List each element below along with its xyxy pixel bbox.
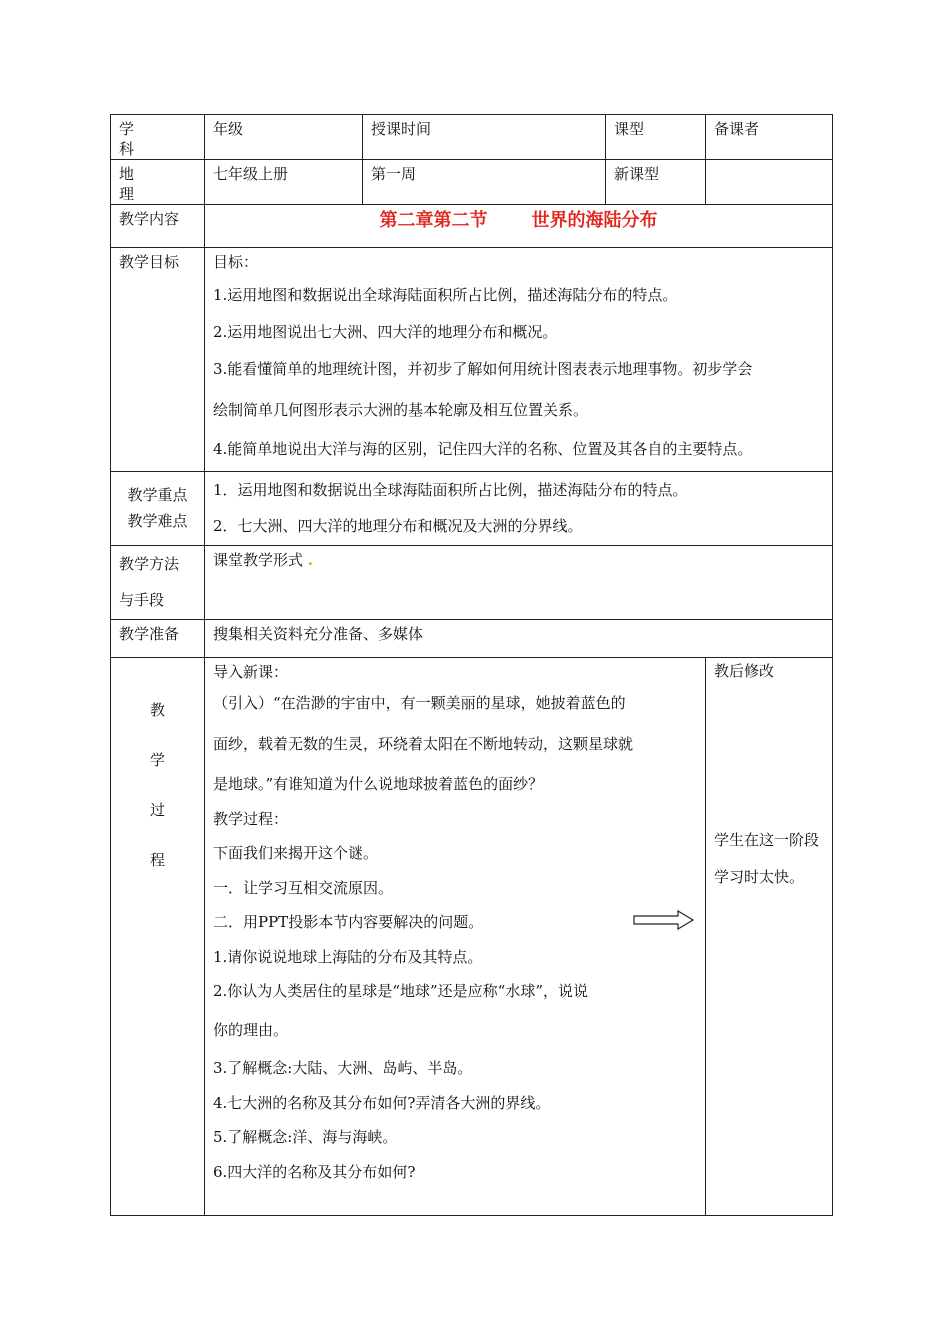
method-dot: . xyxy=(307,551,314,569)
objective-item-3-line1: 3.能看懂简单的地理统计图，并初步了解如何用统计图表表示地理事物。初步学会 xyxy=(213,360,753,378)
focus-item-2: 2．七大洲、四大洋的地理分布和概况及大洲的分界线。 xyxy=(213,517,583,535)
process-label-char-1: 教 xyxy=(149,701,165,719)
method-label-2: 与手段 xyxy=(119,591,165,609)
revision-label: 教后修改 xyxy=(714,662,775,680)
focus-label-key: 教学重点 xyxy=(127,486,188,504)
content-title xyxy=(213,205,824,231)
objectives-cell xyxy=(205,248,833,472)
focus-item-1: 1．运用地图和数据说出全球海陆面积所占比例，描述海陆分布的特点。 xyxy=(213,481,688,499)
revision-note-line1: 学生在这一阶段 xyxy=(714,831,820,849)
process-line-11: 你的理由。 xyxy=(213,1020,289,1039)
grade-value: 七年级上册 xyxy=(205,160,363,205)
prep-row xyxy=(111,620,833,658)
process-line-9: 1.请你说说地球上海陆的分布及其特点。 xyxy=(213,947,483,966)
method-label-cell xyxy=(111,546,205,620)
process-line-5: 教学过程： xyxy=(213,809,289,828)
process-line-6: 下面我们来揭开这个谜。 xyxy=(213,844,379,862)
content-title-cell xyxy=(205,205,833,248)
content-title-part1: 第二章第二节 xyxy=(379,210,488,231)
process-label-cell xyxy=(111,658,205,1216)
header-row xyxy=(111,115,833,160)
process-line-10: 2.你认为人类居住的星球是“地球”还是应称“水球”，说说 xyxy=(213,982,588,1000)
grade-label: 年级 xyxy=(205,115,363,160)
prep-label: 教学准备 xyxy=(111,620,205,658)
type-value: 新课型 xyxy=(606,160,706,205)
preparer-value xyxy=(706,160,833,205)
objectives-row xyxy=(111,248,833,472)
content-row xyxy=(111,205,833,248)
type-label: 课型 xyxy=(606,115,706,160)
process-line-12: 3.了解概念:大陆、大洲、岛屿、半岛。 xyxy=(213,1059,473,1077)
time-label: 授课时间 xyxy=(363,115,606,160)
header-values-row xyxy=(111,160,833,205)
subject-label-cell xyxy=(111,115,205,160)
right-arrow-icon xyxy=(633,910,695,930)
objective-item-1: 1.运用地图和数据说出全球海陆面积所占比例，描述海陆分布的特点。 xyxy=(213,286,678,304)
content-label: 教学内容 xyxy=(111,205,205,248)
subject-value-cell xyxy=(111,160,205,205)
method-row xyxy=(111,546,833,620)
process-line-4: 是地球。”有谁知道为什么说地球披着蓝色的面纱？ xyxy=(213,775,544,793)
method-label-1: 教学方法 xyxy=(119,555,180,573)
process-line-13: 4.七大洲的名称及其分布如何?弄清各大洲的界线。 xyxy=(213,1093,551,1112)
preparer-label: 备课者 xyxy=(706,115,833,160)
objectives-heading: 目标： xyxy=(213,253,259,271)
focus-cell xyxy=(205,472,833,546)
lesson-plan-table xyxy=(110,114,833,1216)
revision-note-line2: 学习时太快。 xyxy=(714,868,805,886)
subject-value: 地 理 xyxy=(119,165,163,203)
process-line-1: 导入新课： xyxy=(213,663,289,681)
prep-value: 搜集相关资料充分准备、多媒体 xyxy=(205,620,833,658)
focus-row xyxy=(111,472,833,546)
process-line-14: 5.了解概念:洋、海与海峡。 xyxy=(213,1128,398,1146)
revision-cell xyxy=(706,658,833,1216)
method-value: 课堂教学形式 xyxy=(213,551,304,569)
time-value: 第一周 xyxy=(363,160,606,205)
process-line-15: 6.四大洋的名称及其分布如何? xyxy=(213,1162,416,1181)
process-label-char-4: 程 xyxy=(149,851,165,869)
process-line-3: 面纱，载着无数的生灵，环绕着太阳在不断地转动，这颗星球就 xyxy=(213,734,634,753)
process-body-cell xyxy=(205,658,706,1216)
objectives-label: 教学目标 xyxy=(111,248,205,472)
process-label-char-2: 学 xyxy=(149,751,165,769)
method-cell xyxy=(205,546,833,620)
content-title-part2: 世界的海陆分布 xyxy=(531,210,658,231)
process-line-2: （引入）“在浩渺的宇宙中，有一颗美丽的星球，她披着蓝色的 xyxy=(213,694,626,712)
objective-item-2: 2.运用地图说出七大洲、四大洋的地理分布和概况。 xyxy=(213,323,558,341)
focus-label-difficult: 教学难点 xyxy=(127,512,188,530)
process-line-8: 二．用PPT投影本节内容要解决的问题。 xyxy=(213,913,484,931)
process-line-7: 一．让学习互相交流原因。 xyxy=(213,878,394,897)
focus-label-cell xyxy=(111,472,205,546)
process-row xyxy=(111,658,833,1216)
objective-item-4: 4.能简单地说出大洋与海的区别，记住四大洋的名称、位置及其各自的主要特点。 xyxy=(213,440,753,458)
subject-label: 学 科 xyxy=(119,120,163,158)
process-label-char-3: 过 xyxy=(149,801,165,819)
objective-item-3-line2: 绘制简单几何图形表示大洲的基本轮廓及相互位置关系。 xyxy=(213,401,589,419)
